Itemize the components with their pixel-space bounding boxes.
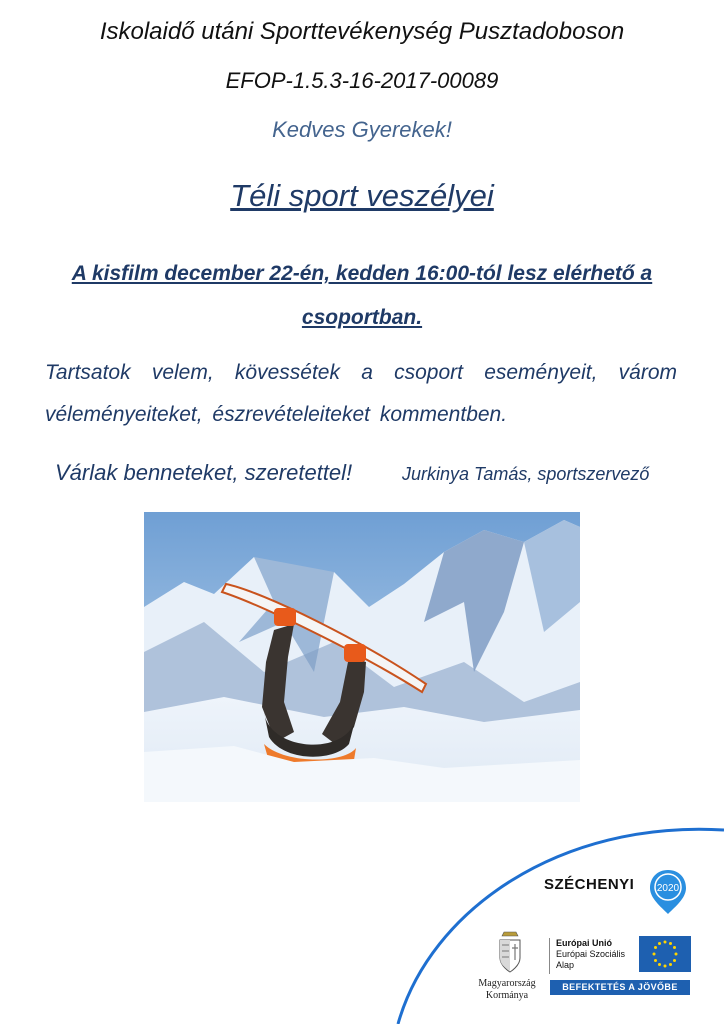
snowboarder-photo (144, 512, 580, 802)
szechenyi-2020-logo (544, 868, 694, 918)
eu-fund-text (556, 938, 636, 971)
location-pin-badge-icon (648, 868, 688, 916)
eu-fund-line1: Európai Szociális (556, 949, 626, 959)
government-name-line2: Kormánya (485, 990, 529, 1001)
divider (549, 938, 550, 974)
slogan-bar: BEFEKTETÉS A JÖVŐBE (550, 980, 690, 995)
signature: Jurkinya Tamás, sportszervező (402, 464, 650, 484)
document-header-title: Iskolaidő utáni Sporttevékenység Pusztadoboson (99, 18, 625, 45)
hungarian-coat-of-arms-icon (496, 930, 524, 974)
main-title: Téli sport veszélyei (230, 178, 494, 213)
eu-fund-line2: Alap (556, 960, 575, 970)
szechenyi-badge-text: 2020 (656, 883, 680, 894)
closing-line: Várlak benneteket, szeretettel! (55, 460, 353, 485)
eu-flag-icon (639, 936, 691, 972)
eu-union-label: Európai Unió (556, 938, 612, 948)
announcement: A kisfilm december 22-én, kedden 16:00-tól lesz elérhető a csoportban. (71, 262, 653, 329)
government-name (468, 978, 546, 1002)
project-code: EFOP-1.5.3-16-2017-00089 (225, 68, 499, 93)
body-paragraph: Tartsatok velem, kövessétek a csoport eseményeit, várom véleményeiteket, észrevételeiteket kommentben. (45, 361, 677, 426)
government-name-line1: Magyarország (478, 978, 536, 989)
greeting: Kedves Gyerekek! (272, 117, 452, 142)
szechenyi-logo-text: SZÉCHENYI (544, 876, 635, 893)
